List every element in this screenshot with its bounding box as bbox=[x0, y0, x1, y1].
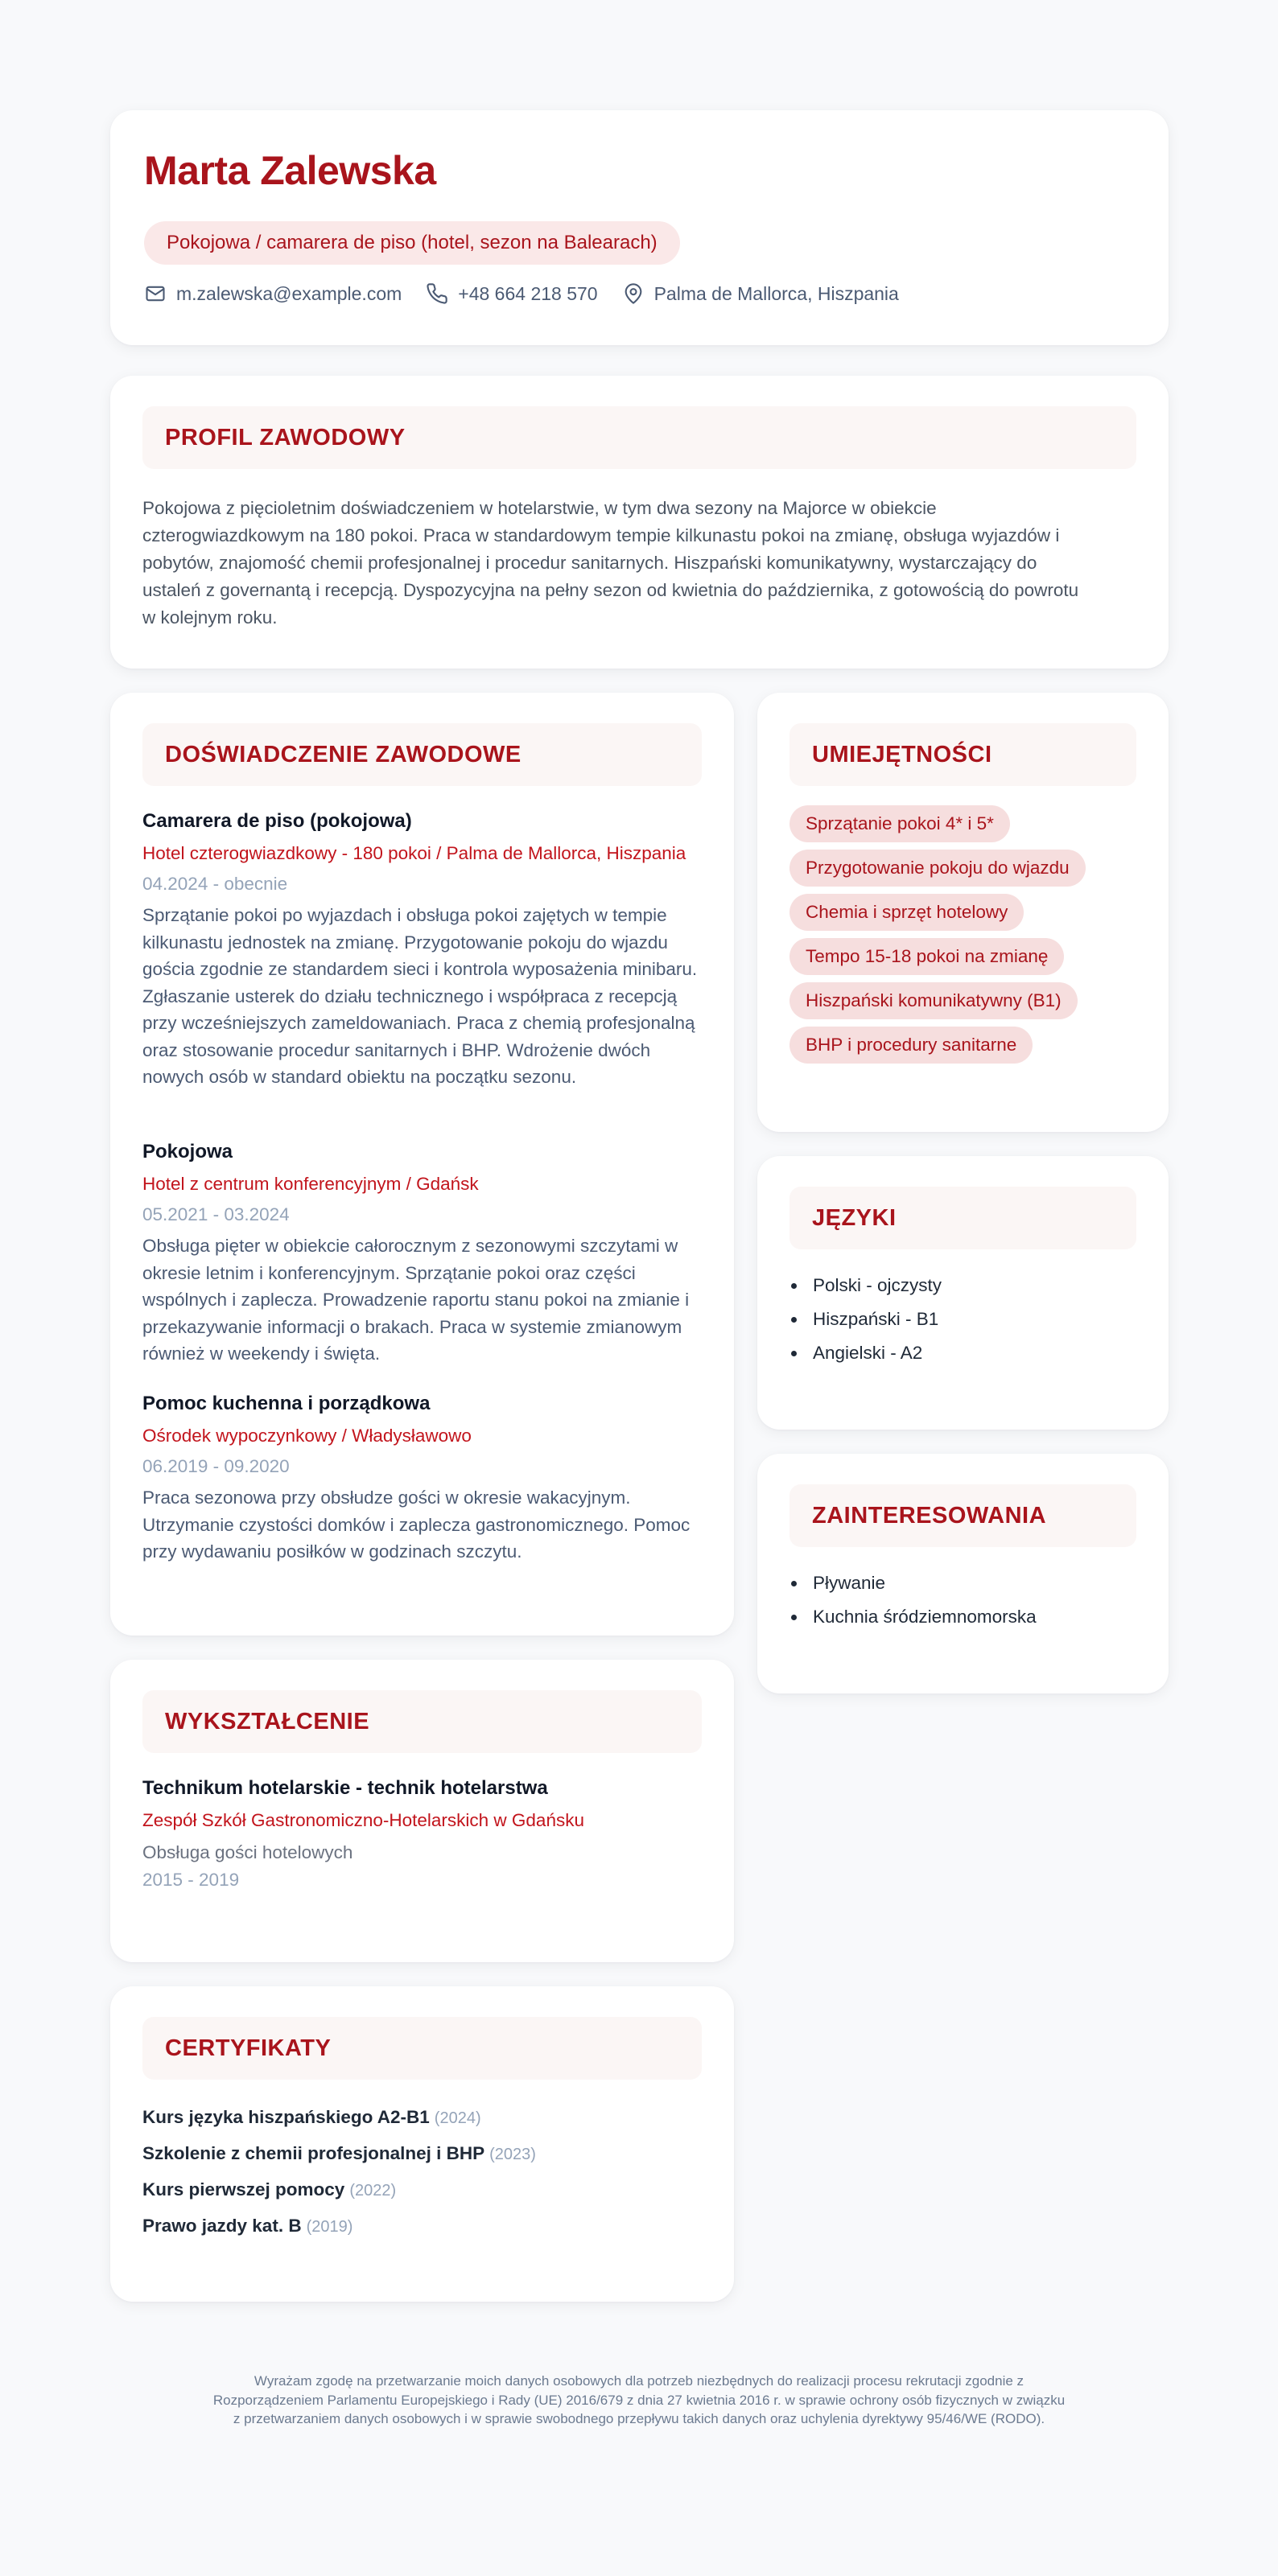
header-card bbox=[110, 110, 1169, 345]
contact-email[interactable] bbox=[144, 282, 402, 305]
job-title: Camarera de piso (pokojowa) bbox=[142, 810, 412, 832]
certificates-section-header bbox=[142, 2017, 702, 2080]
languages-list bbox=[789, 1269, 942, 1370]
certificate-year: (2023) bbox=[489, 2146, 536, 2163]
education-card bbox=[110, 1660, 734, 1962]
job-dates: 06.2019 - 09.2020 bbox=[142, 1456, 290, 1476]
languages-section-header bbox=[789, 1187, 1136, 1249]
job-description: Praca sezonowa przy obsłudze gości w okresie wakacyjnym. Utrzymanie czystości domków i zaplecza gastronomicznego. Pomoc przy wydawaniu posiłków w godzinach szczytu. bbox=[142, 1488, 691, 1562]
certificates-card bbox=[110, 1986, 734, 2302]
job-dates: 04.2024 - obecnie bbox=[142, 874, 288, 894]
skill-chip: Sprzątanie pokoi 4* i 5* bbox=[789, 805, 1010, 842]
profile-heading: PROFIL ZAWODOWY bbox=[165, 424, 406, 451]
job-title: Pomoc kuchenna i porządkowa bbox=[142, 1393, 431, 1414]
job-dates: 05.2021 - 03.2024 bbox=[142, 1204, 290, 1224]
skill-chip: Hiszpański komunikatywny (B1) bbox=[789, 982, 1078, 1019]
education-heading: WYKSZTAŁCENIE bbox=[165, 1708, 370, 1734]
contact-location bbox=[622, 282, 899, 305]
certificate-name: Prawo jazdy kat. B bbox=[142, 2216, 302, 2236]
interests-list bbox=[789, 1566, 1037, 1634]
language-item: Polski - ojczysty bbox=[789, 1269, 942, 1302]
education-entry bbox=[142, 1772, 584, 1891]
education-dates: 2015 - 2019 bbox=[142, 1870, 240, 1890]
certificate-item bbox=[142, 2135, 536, 2171]
skill-chip: BHP i procedury sanitarne bbox=[789, 1027, 1033, 1064]
experience-section-header bbox=[142, 723, 702, 786]
job-description: Obsługa pięter w obiekcie całorocznym z sezonowymi szczytami w okresie letnim i konferencyjnym. Sprzątanie pokoi oraz części wspólnych i zaplecza. Prowadzenie raportu stanu pokoi na zmianie i przekazywanie informacji o brakach. Praca w systemie zmianowym również w weekendy i święta. bbox=[142, 1236, 690, 1364]
job-description: Sprzątanie pokoi po wyjazdach i obsługa pokoi zajętych w tempie kilkunastu jednostek na zmianę. Przygotowanie pokoju do wjazdu gościa zgodnie ze standardem sieci i kontrola wyposażenia minibaru. Zgłaszanie usterek do działu technicznego i współpraca z recepcją przy wcześniejszych zameldowaniach. Praca z chemią profesjonalną oraz stosowanie procedur sanitarnych i BHP. Wdrożenie dwóch nowych osób w standard obiektu na początku sezonu. bbox=[142, 905, 698, 1087]
certificates-list bbox=[142, 2099, 536, 2244]
skills-heading: UMIEJĘTNOŚCI bbox=[812, 741, 992, 767]
email-text[interactable]: m.zalewska@example.com bbox=[176, 282, 402, 304]
location-text: Palma de Mallorca, Hiszpania bbox=[653, 282, 899, 304]
education-section-header bbox=[142, 1690, 702, 1753]
skills-card bbox=[757, 693, 1169, 1132]
certificate-name: Kurs języka hiszpańskiego A2-B1 bbox=[142, 2107, 430, 2127]
interests-section-header bbox=[789, 1484, 1136, 1547]
profile-section-header bbox=[142, 406, 1136, 469]
experience-heading: DOŚWIADCZENIE ZAWODOWE bbox=[165, 741, 522, 767]
certificate-item bbox=[142, 2171, 536, 2208]
role-badge: Pokojowa / camarera de piso (hotel, sezon na Balearach) bbox=[144, 221, 680, 265]
phone-text[interactable]: +48 664 218 570 bbox=[458, 282, 598, 304]
certificate-year: (2019) bbox=[306, 2218, 353, 2236]
job-company: Hotel z centrum konferencyjnym / Gdańsk bbox=[142, 1174, 479, 1194]
certificate-item bbox=[142, 2208, 536, 2244]
interest-item: Kuchnia śródziemnomorska bbox=[789, 1600, 1037, 1634]
education-degree: Technikum hotelarskie - technik hotelarstwa bbox=[142, 1777, 548, 1799]
job-title: Pokojowa bbox=[142, 1141, 233, 1162]
interests-heading: ZAINTERESOWANIA bbox=[812, 1502, 1047, 1529]
languages-card bbox=[757, 1156, 1169, 1430]
job-entry bbox=[142, 1388, 698, 1566]
skill-chip: Chemia i sprzęt hotelowy bbox=[789, 894, 1024, 931]
job-company: Hotel czterogwiazdkowy - 180 pokoi / Palma de Mallorca, Hiszpania bbox=[142, 843, 686, 863]
skill-chip: Przygotowanie pokoju do wjazdu bbox=[789, 850, 1086, 887]
location-pin-icon bbox=[622, 282, 645, 305]
interest-item: Pływanie bbox=[789, 1566, 1037, 1600]
languages-heading: JĘZYKI bbox=[812, 1204, 897, 1231]
language-item: Hiszpański - B1 bbox=[789, 1302, 942, 1336]
contact-phone[interactable] bbox=[426, 282, 597, 305]
mail-icon bbox=[144, 282, 167, 305]
candidate-name: Marta Zalewska bbox=[144, 148, 436, 193]
profile-text: Pokojowa z pięcioletnim doświadczeniem w hotelarstwie, w tym dwa sezony na Majorce w obiekcie czterogwiazdkowym na 180 pokoi. Praca w standardowym tempie kilkunastu pokoi na zmianę, obsługa wyjazdów i pobytów, znajomość chemii profesjonalnej i procedur sanitarnych. Hiszpański komunikatywny, wystarczający do ustaleń z governantą i recepcją. Dyspozycyjna na pełny sezon od kwietnia do października, z gotowością do powrotu w kolejnym roku. bbox=[142, 498, 1079, 628]
contact-row bbox=[144, 282, 923, 305]
job-entry bbox=[142, 805, 698, 1091]
language-item: Angielski - A2 bbox=[789, 1336, 942, 1370]
skills-section-header bbox=[789, 723, 1136, 786]
gdpr-consent-clause: Wyrażam zgodę na przetwarzanie moich danych osobowych dla potrzeb niezbędnych do realizacji procesu rekrutacji zgodnie z Rozporządzeniem Parlamentu Europejskiego i Rady (UE) 2016/679 z dnia 27 kwietnia 2016 r. w sprawie ochrony osób fizycznych w związku z przetwarzaniem danych osobowych i w sprawie swobodnego przepływu takich danych oraz uchylenia dyrektywy 95/46/WE (RODO). bbox=[212, 2373, 1066, 2426]
skills-list bbox=[789, 805, 1144, 1071]
certificate-year: (2022) bbox=[349, 2182, 397, 2199]
job-company: Ośrodek wypoczynkowy / Władysławowo bbox=[142, 1426, 472, 1446]
certificates-heading: CERTYFIKATY bbox=[165, 2035, 332, 2061]
certificate-year: (2024) bbox=[434, 2109, 481, 2127]
profile-card bbox=[110, 376, 1169, 669]
interests-card bbox=[757, 1454, 1169, 1693]
skill-chip: Tempo 15-18 pokoi na zmianę bbox=[789, 938, 1064, 975]
education-field: Obsługa gości hotelowych bbox=[142, 1842, 353, 1862]
phone-icon bbox=[426, 282, 448, 305]
experience-card bbox=[110, 693, 734, 1636]
certificate-name: Szkolenie z chemii profesjonalnej i BHP bbox=[142, 2143, 485, 2163]
education-school: Zespół Szkół Gastronomiczno-Hotelarskich w Gdańsku bbox=[142, 1810, 584, 1830]
job-entry bbox=[142, 1136, 698, 1368]
certificate-item bbox=[142, 2099, 536, 2135]
certificate-name: Kurs pierwszej pomocy bbox=[142, 2179, 345, 2199]
